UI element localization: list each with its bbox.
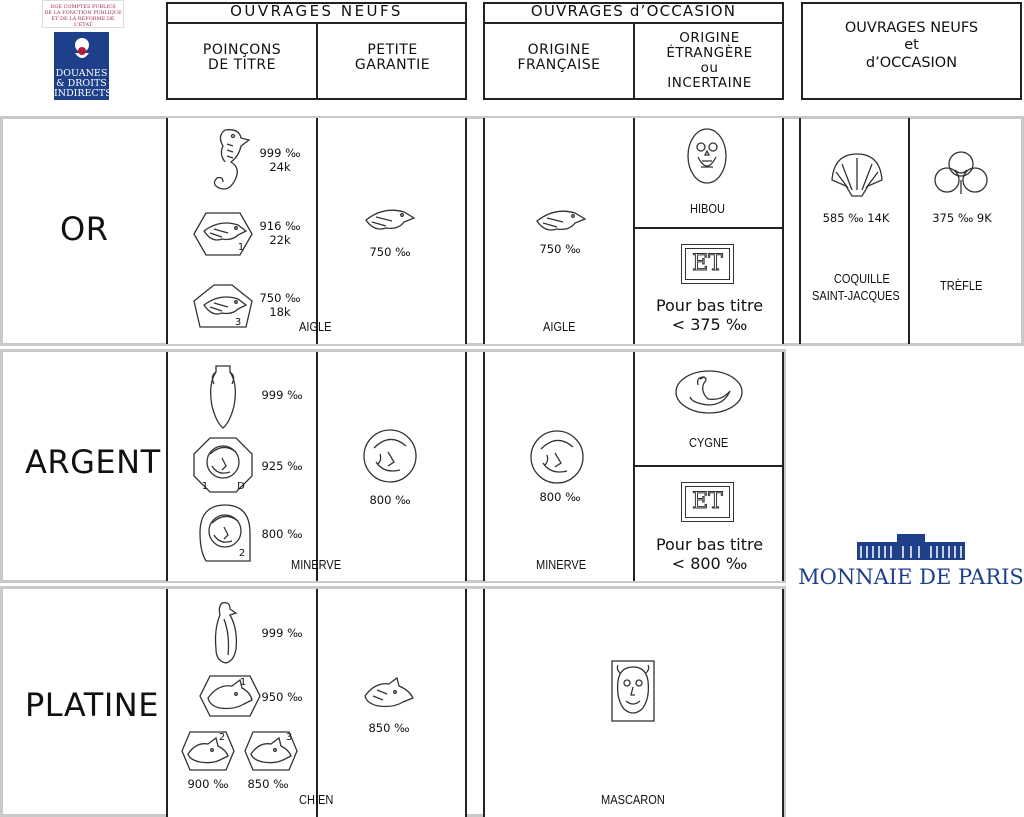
header-etrangere-line-1: ORIGINE <box>679 30 740 46</box>
amphora-icon <box>208 362 238 430</box>
minerva-icon <box>529 429 585 485</box>
header-etrangere-line-2: ÉTRANGÈRE <box>666 45 753 62</box>
header-etrangere-line-4: INCERTAINE <box>667 75 752 92</box>
header-neufs-occasion-line-1: OUVRAGES NEUFS <box>844 20 979 36</box>
penguin-icon <box>210 599 242 665</box>
marianne-icon <box>71 35 93 63</box>
or-coquille-value: 585 ‰ 14K <box>822 211 890 225</box>
et-stamp-text: ET <box>685 486 730 518</box>
or-916-line-2: 22k <box>269 233 291 248</box>
or-pg-value: 750 ‰ <box>369 245 411 259</box>
argent-925-value: 925 ‰ <box>261 459 303 473</box>
argent-cygne-caption: CYGNE <box>689 435 729 450</box>
or-coquille-caption <box>812 271 900 305</box>
or-916-value <box>258 219 302 248</box>
douanes-line-3: INDIRECTS <box>54 87 112 99</box>
or-750-badge: 3 <box>234 317 242 328</box>
argent-bas-line-1: Pour bas titre <box>655 535 764 554</box>
et-stamp-text: ET <box>685 248 730 280</box>
platine-950-badge: 1 <box>239 677 247 688</box>
ministry-logo <box>42 0 124 28</box>
or-hibou-caption: HIBOU <box>690 201 725 216</box>
header-poincons <box>168 43 316 72</box>
argent-800-value: 800 ‰ <box>261 527 303 541</box>
platine-900-value: 900 ‰ <box>187 777 229 791</box>
owl-icon <box>686 127 728 185</box>
eagle-hexagon-icon <box>192 283 254 333</box>
platine-pg-value: 850 ‰ <box>368 721 410 735</box>
platine-850-value: 850 ‰ <box>247 777 289 791</box>
or-trefle-caption: TRÈFLE <box>940 278 983 293</box>
argent-bas-line-2: < 800 ‰ <box>671 554 748 574</box>
shell-icon <box>828 150 886 198</box>
or-coquille-line-1: COQUILLE <box>833 271 890 286</box>
eagle-icon <box>533 203 589 239</box>
platine-900-badge: 2 <box>218 732 226 743</box>
eagle-icon <box>362 202 418 238</box>
argent-800-badge: 2 <box>238 548 246 559</box>
header-neufs-occasion-line-3: d’OCCASION <box>865 54 958 71</box>
seahorse-icon <box>205 126 255 198</box>
argent-fr-value: 800 ‰ <box>539 490 581 504</box>
header-poincons-line-2: DE TITRE <box>208 56 276 73</box>
argent-fr-caption: MINERVE <box>536 557 587 572</box>
argent-minerve-caption: MINERVE <box>291 557 342 572</box>
header-francaise <box>485 43 633 72</box>
mascaron-icon <box>610 659 656 723</box>
monnaie-building-icon <box>857 532 965 562</box>
douanes-line-1: DOUANES <box>55 68 108 79</box>
row-label-platine: PLATINE <box>25 686 159 724</box>
minerva-icon <box>362 428 418 484</box>
ministry-logo-line-1: DGE COMPTES PUBLICS <box>50 4 116 10</box>
monnaie-de-paris-logo: MONNAIE DE PARIS <box>798 565 1024 589</box>
header-petite-line-1: PETITE <box>367 42 418 58</box>
row-label-argent: ARGENT <box>25 443 161 481</box>
platine-950-value: 950 ‰ <box>261 690 303 704</box>
header-neufs-occasion-line-2: et <box>904 37 919 54</box>
header-neufs-occasion-text <box>801 20 1022 72</box>
or-fr-caption: AIGLE <box>543 319 576 334</box>
or-999-line-2: 24k <box>269 160 291 175</box>
or-916-badge: 1 <box>237 242 245 253</box>
dog-head-icon <box>361 674 417 714</box>
or-bas-titre <box>635 296 784 334</box>
row-label-or: OR <box>60 210 109 248</box>
douanes-line-2: & DROITS <box>56 77 107 89</box>
or-trefle-value: 375 ‰ 9K <box>932 211 992 225</box>
clover-icon <box>931 150 991 196</box>
or-750-line-2: 18k <box>269 305 291 320</box>
dog-head-icon <box>198 674 262 718</box>
or-750-value <box>258 291 302 320</box>
argent-pg-value: 800 ‰ <box>369 493 411 507</box>
or-coquille-line-2: SAINT-JACQUES <box>812 287 900 303</box>
header-etrangere-line-3: ou <box>700 60 719 77</box>
douanes-logo <box>54 32 112 100</box>
argent-925-badge-1: 1 <box>201 481 209 492</box>
header-petite-garantie <box>318 43 467 72</box>
or-aigle-caption: AIGLE <box>299 319 332 334</box>
header-occasion-title: OUVRAGES d’OCCASION <box>530 2 737 20</box>
or-bas-line-2: < 375 ‰ <box>671 315 748 335</box>
header-petite-line-2: GARANTIE <box>354 56 431 73</box>
ministry-logo-line-2: DE LA FONCTION PUBLIQUE <box>44 10 122 16</box>
platine-850-badge: 3 <box>285 732 293 743</box>
header-francaise-line-1: ORIGINE <box>527 42 591 58</box>
or-750-line-1: 750 ‰ <box>259 291 301 305</box>
platine-999-value: 999 ‰ <box>261 626 303 640</box>
header-francaise-line-2: FRANÇAISE <box>517 56 601 73</box>
ministry-logo-line-3: ET DE LA RÉFORME DE L'ÉTAT <box>51 16 115 28</box>
or-fr-value: 750 ‰ <box>539 242 581 256</box>
platine-mascaron-caption: MASCARON <box>601 792 665 807</box>
header-etrangere <box>635 31 784 91</box>
et-stamp <box>681 244 734 284</box>
or-999-line-1: 999 ‰ <box>259 146 301 160</box>
or-999-value <box>258 146 302 175</box>
or-bas-line-1: Pour bas titre <box>655 296 764 315</box>
swan-icon <box>674 369 744 415</box>
or-916-line-1: 916 ‰ <box>259 219 301 233</box>
argent-bas-titre <box>635 535 784 573</box>
et-stamp <box>681 482 734 522</box>
header-neufs-title: OUVRAGES NEUFS <box>230 2 403 20</box>
dog-head-icon <box>180 730 236 772</box>
platine-chien-caption: CHIEN <box>299 792 334 807</box>
header-poincons-line-1: POINÇONS <box>202 42 282 58</box>
argent-999-value: 999 ‰ <box>261 388 303 402</box>
argent-925-badge-d: D <box>237 481 245 492</box>
